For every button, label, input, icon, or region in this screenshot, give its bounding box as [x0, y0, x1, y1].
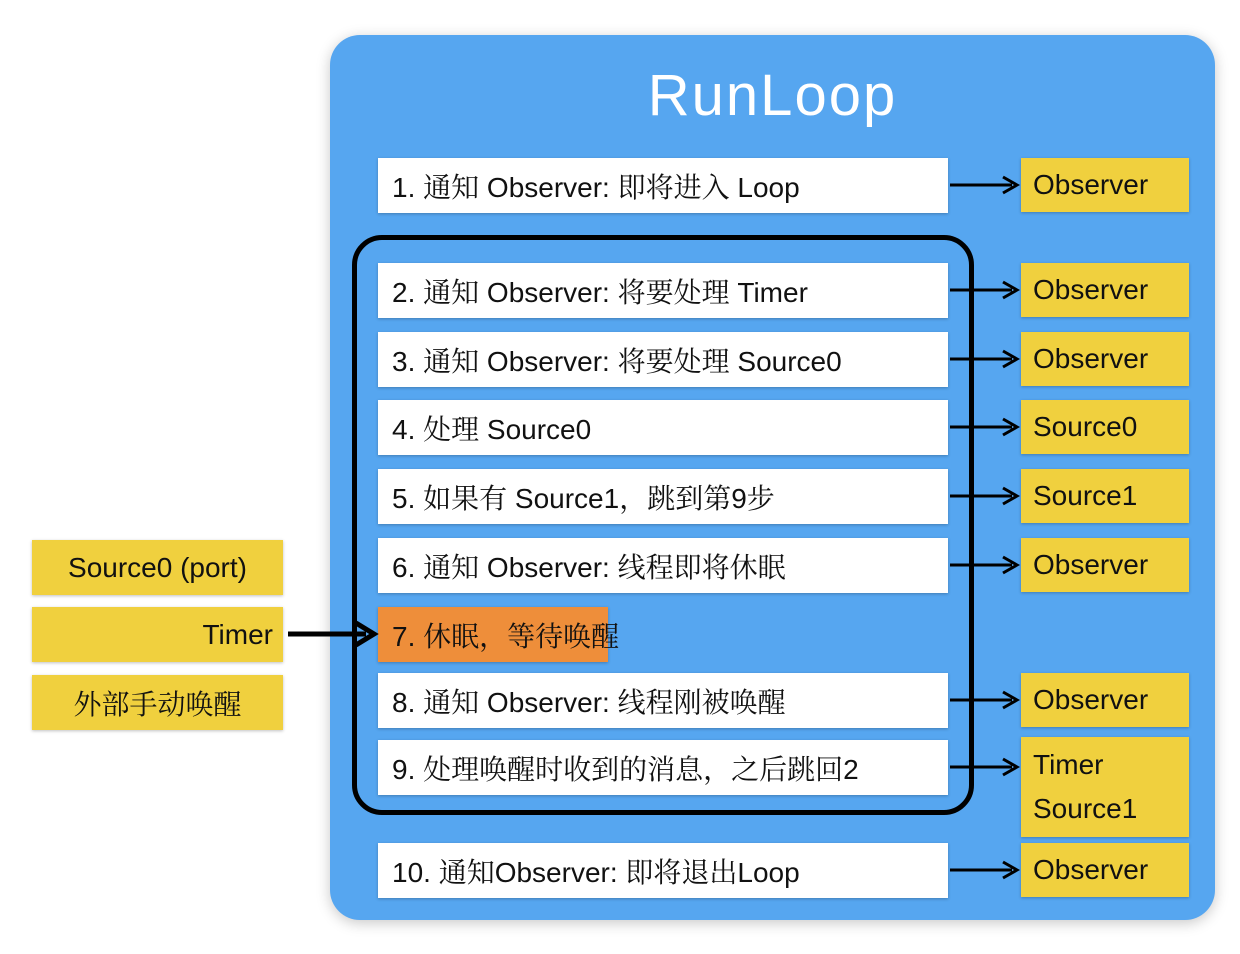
diagram-title: RunLoop — [647, 63, 898, 128]
step-7-box-highlighted: 7. 休眠，等待唤醒 — [378, 607, 608, 662]
step-2-box: 2. 通知 Observer: 将要处理 Timer — [378, 263, 948, 318]
wakeup-source0-port-box: Source0 (port) — [32, 540, 283, 595]
step-6-box: 6. 通知 Observer: 线程即将休眠 — [378, 538, 948, 593]
target-box-step-4: Source0 — [1021, 400, 1189, 454]
step-9-box: 9. 处理唤醒时收到的消息，之后跳回2 — [378, 740, 948, 795]
target-line-timer: Timer — [1033, 749, 1104, 780]
target-box-step-8: Observer — [1021, 673, 1189, 727]
step-5-box: 5. 如果有 Source1，跳到第9步 — [378, 469, 948, 524]
target-box-step-1: Observer — [1021, 158, 1189, 212]
step-3-box: 3. 通知 Observer: 将要处理 Source0 — [378, 332, 948, 387]
target-box-step-3: Observer — [1021, 332, 1189, 386]
step-1-box: 1. 通知 Observer: 即将进入 Loop — [378, 158, 948, 213]
target-box-step-2: Observer — [1021, 263, 1189, 317]
target-box-step-6: Observer — [1021, 538, 1189, 592]
step-8-box: 8. 通知 Observer: 线程刚被唤醒 — [378, 673, 948, 728]
target-box-step-5: Source1 — [1021, 469, 1189, 523]
step-10-box: 10. 通知Observer: 即将退出Loop — [378, 843, 948, 898]
wakeup-manual-box: 外部手动唤醒 — [32, 675, 283, 730]
step-4-box: 4. 处理 Source0 — [378, 400, 948, 455]
target-box-step-10: Observer — [1021, 843, 1189, 897]
loop-region-border — [352, 235, 974, 815]
target-box-step-9 — [1021, 737, 1189, 837]
target-line-source1: Source1 — [1033, 793, 1138, 824]
wakeup-timer-box: Timer — [32, 607, 283, 662]
